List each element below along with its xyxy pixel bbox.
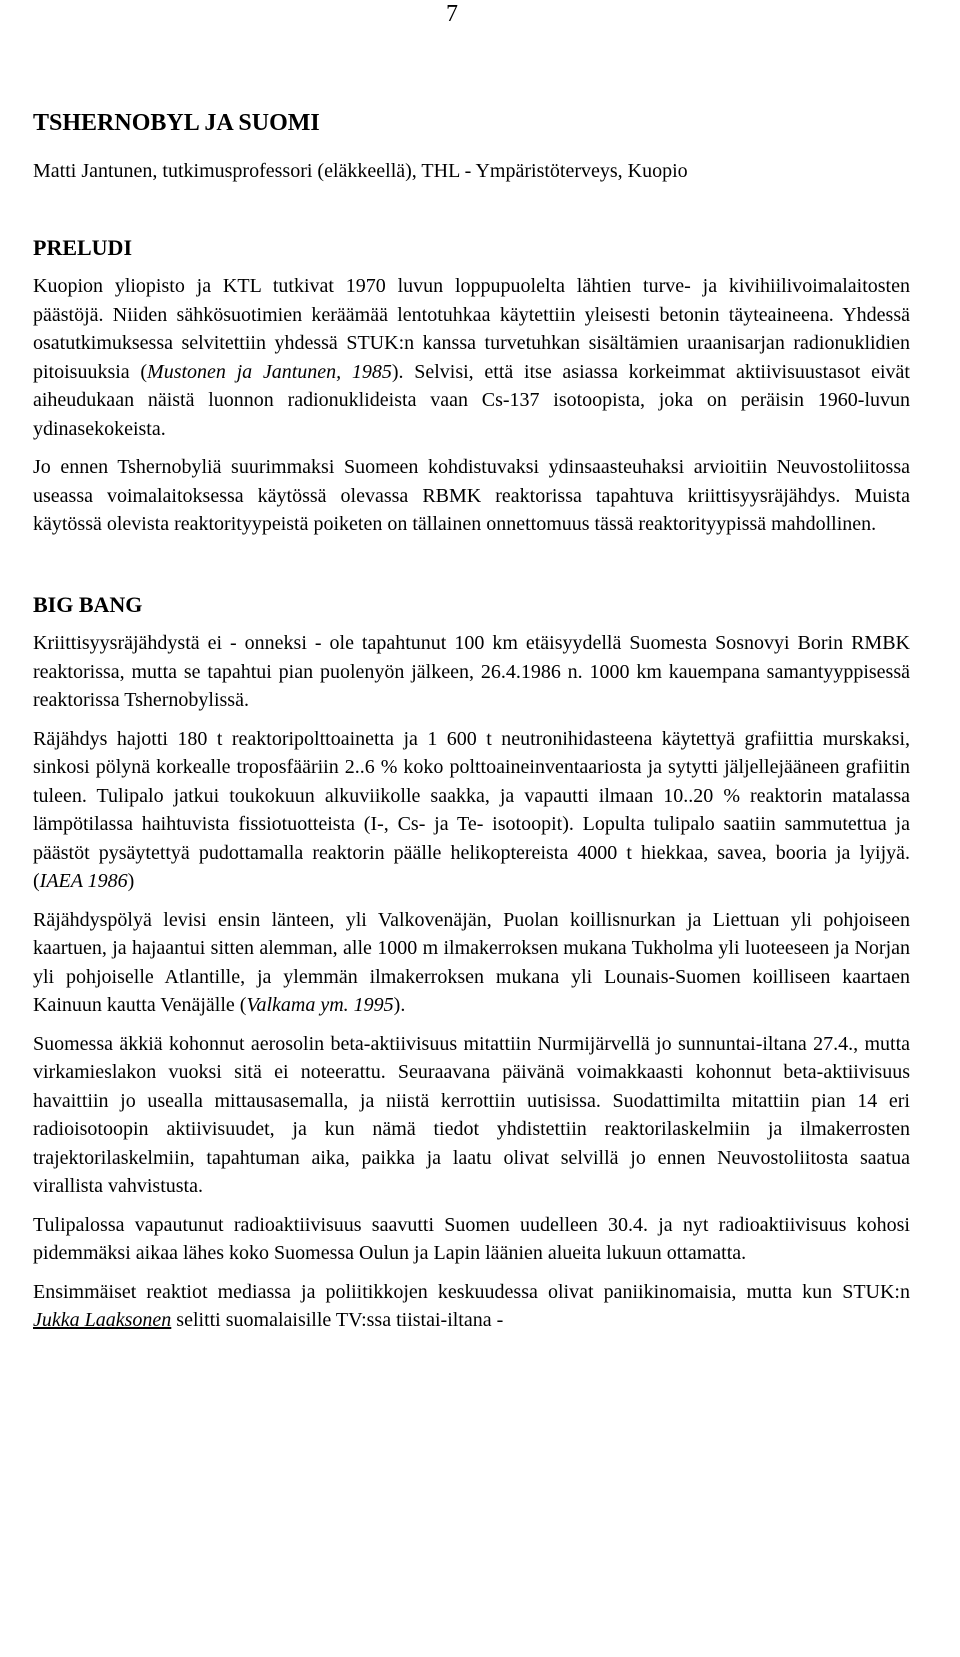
page-number: 7: [446, 1, 458, 27]
paragraph-text: Kuopion yliopisto ja KTL tutkivat 1970 luvun loppupuolelta lähtien turve- ja kivihiilivoimalaitosten päästöjä. Niiden sähkösuotimien keräämää lentotuhkaa käytettiin yleisesti betonin täyteaineena. Yhdessä osatutkimuksessa selvitettiin yhdessä STUK:n kanssa turvetuhkan sisältämien uraanisarjan radionuklidien pitoisuuksia (: [33, 275, 910, 383]
paragraph-text: selitti suomalaisille TV:ssa tiistai-iltana -: [171, 1309, 504, 1331]
paragraph: Suomessa äkkiä kohonnut aerosolin beta-aktiivisuus mitattiin Nurmijärvellä jo sunnuntai-iltana 27.4., mutta virkamieslakon vuoksi sitä ei noteerattu. Seuraavana päivänä voimakkaasti kohonnut beta-aktiivisuus havaittiin jo usealla mittausasemalla, ja niistä kerrottiin uutisissa. Suodattimilta mitattiin pian 14 eri radioisotoopin aktiivisuudet, ja kun nämä tiedot yhdistettiin reaktorilaskelmiin ja ilmakerrosten trajektorilaskelmiin, tapahtuman aika, paikka ja laatu olivat selvillä jo ennen Neuvostoliitosta saatua virallista vahvistusta.: [33, 1032, 910, 1197]
paragraph: [33, 272, 910, 443]
paragraph-text: ). Selvisi, että itse asiassa korkeimmat aktiivisuustasot eivät aiheudukaan näistä luonnon radionuklideista vaan Cs-137 isotoopista, joka on peräisin 1960-luvun ydinasekokeista.: [33, 360, 910, 440]
section-heading-big-bang: BIG BANG: [33, 591, 143, 617]
citation: Mustonen ja Jantunen, 1985: [147, 360, 392, 383]
paragraph-text: ): [127, 870, 135, 892]
paragraph: Tulipalossa vapautunut radioaktiivisuus saavutti Suomen uudelleen 30.4. ja nyt radioaktiivisuus kohosi pidemmäksi aikaa lähes koko Suomessa Oulun ja Lapin läänien alueita lukuun ottamatta.: [33, 1213, 910, 1264]
citation: Valkama ym. 1995: [246, 994, 394, 1016]
paragraph: [33, 725, 910, 896]
person-name: Jukka Laaksonen: [33, 1309, 172, 1331]
article-body: [33, 108, 910, 1335]
paragraph: [33, 906, 910, 1020]
paragraph-text: Räjähdyspölyä levisi ensin länteen, yli Valkovenäjän, Puolan koillisnurkan ja Liettuan yli pohjoiseen kaartuen, ja hajaantui sitten alemman, alle 1000 m ilmakerroksen mukana Tukholma yli luoteeseen ja Norjan yli pohjoiselle Atlantille, ja ylemmän ilmakerroksen mukana yli Lounais-Suomen koilliseen kaartaen Kainuun kautta Venäjälle (: [33, 908, 910, 1016]
paragraph: [33, 1278, 910, 1335]
citation: IAEA 1986: [39, 870, 128, 892]
section-heading-preludi: PRELUDI: [33, 234, 133, 260]
author-line: Matti Jantunen, tutkimusprofessori (eläkkeellä), THL - Ympäristöterveys, Kuopio: [33, 160, 688, 182]
paragraph-text: Ensimmäiset reaktiot mediassa ja poliitikkojen keskuudessa olivat paniikinomaisia, mutta kun STUK:n: [33, 1280, 910, 1303]
paragraph: Jo ennen Tshernobyliä suurimmaksi Suomeen kohdistuvaksi ydinsaasteuhaksi arvioitiin Neuvostoliitossa useassa voimalaitoksessa käytössä olevassa RBMK reaktorissa tapahtuva kriittisyysräjähdys. Muista käytössä olevista reaktorityypeistä poiketen on tällainen onnettomuus tässä reaktorityypissä mahdollinen.: [33, 456, 910, 535]
paragraph-text: Räjähdys hajotti 180 t reaktoripolttoainetta ja 1 600 t neutronihidasteena käytettyä grafiittia murskaksi, sinkosi pölynä korkealle troposfääriin 2..6 % koko polttoaineinventaariosta ja sytytti jäljellejääneen grafiitin tuleen. Tulipalo jatkui toukokuun alkuviikolle saakka, ja vapautti ilmaan 10..20 % reaktorin matalassa lämpötilassa haihtuvista fissiotuotteista (I-, Cs- ja Te- isotoopit). Lopulta tulipalo saatiin sammutettua ja päästöt pysäytettyä pudottamalla reaktorin päälle helikoptereista 4000 t hiekkaa, savea, booria ja lyijyä. (: [33, 727, 910, 892]
paragraph: Kriittisyysräjähdystä ei - onneksi - ole tapahtunut 100 km etäisyydellä Suomesta Sosnovyi Borin RMBK reaktorissa, mutta se tapahtui pian puolenyön jälkeen, 26.4.1986 n. 1000 km kauempana samantyyppisessä reaktorissa Tshernobylissä.: [33, 632, 910, 711]
article-title: TSHERNOBYL JA SUOMI: [33, 110, 320, 136]
paragraph-text: ).: [393, 994, 406, 1016]
